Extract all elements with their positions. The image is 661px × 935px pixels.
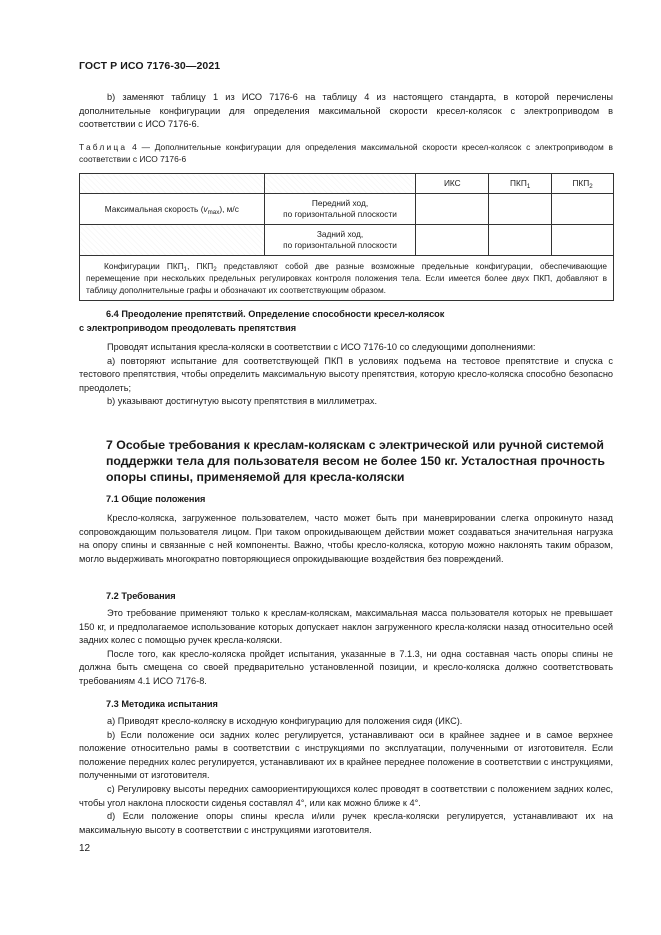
table-cell-reverse-pkp1 [489,225,552,256]
section-7-3-item-a: a) Приводят кресло-коляску в исходную конфигурацию для положения сидя (ИКС). [107,716,463,726]
section-6-4-item-b: b) указывают достигнутую высоту препятствия в миллиметрах. [107,396,378,407]
section-7-2-p2: После того, как кресло-коляска пройдет испытания, указанные в 7.1.3, ни одна составная часть опоры спины не должна быть смещена со своей предварительно установленной позиции, и кресло-коляска должно соответствовать требованиям 4.1 ИСО 7176-8. [79,648,613,686]
table-header-pkp2: $ПКП_2$ [552,174,614,194]
section-7-1-body [79,512,613,566]
table-4 [79,173,614,301]
intro-item-b: b) заменяют таблицу 1 из ИСО 7176-6 на таблицу 4 из настоящего стандарта, в которой перечислены дополнительные конфигурации для определения максимальной скорости кресел-колясок с электроприводом в соответствии с ИСО 7176-6. [79,92,613,130]
section-7-1-p: Кресло-коляска, загруженное пользователем, часто может быть при маневрировании слегка опрокинуто назад сопровождающим пользователя лицом. При таком опрокидывающем действии может создаваться значительная нагрузка на опору спины и связанные с ней компоненты. Важно, чтобы кресло-коляска, которую можно наклонять таким образом, могло выдерживать многократно повторяющиеся опрокидывающие воздействия без повреждений. [79,513,613,564]
table-cell-reverse-pkp2 [552,225,614,256]
table-caption-label: Таблица [79,142,128,152]
section-6-4-item-a: a) повторяют испытание для соответствующей ПКП в условиях подъема на тестовое препятствие и спуска с тестового препятствия, чтобы определить максимальную высоту препятствия, которую кресло-коляска способно безопасно преодолеть; [79,355,613,393]
table-cell-forward-pkp1 [489,194,552,225]
section-7-2-heading: 7.2 Требования [106,591,176,601]
table-note: Конфигурации $ПКП_1$, $ПКП_2$ представляют собой две разные возможные предельные конфигурации, обеспечивающие перемещение при нескольких предельных регулировках контроля положения тела. Если имеется более двух ПКП, добавляют в таблицу дополнительные графы и обозначают их соответствующим образом. [80,256,614,301]
page-number: 12 [79,843,91,854]
table-cell-reverse: Задний ход, по горизонтальной плоскости [264,225,416,256]
table-row-label: Максимальная скорость $(v_{max})$, м/с [80,194,265,225]
table-note-row [80,256,614,301]
table-header-iks: ИКС [416,174,489,194]
table-row-label-empty [80,225,265,256]
table-header-empty-2 [264,174,416,194]
section-6-4-p1: Проводят испытания кресла-коляски в соответствии с ИСО 7176-10 со следующими дополнениями: [107,342,536,352]
section-7-3-body [79,715,613,837]
section-7-2-body [79,607,613,689]
section-7-3-item-b: b) Если положение оси задних колес регулируется, устанавливают оси в крайнее заднее и в самое верхнее положение относительно рамы в соответствии с инструкциями по эксплуатации, полученными от изготовителя. Если положение передних колес регулируется, устанавливают их в крайнее переднее положение в соответствии с инструкциями, полученными от изготовителя. [79,729,613,781]
table-cell-forward: Передний ход, по горизонтальной плоскости [264,194,416,225]
section-6-4-body [79,341,613,409]
table-caption-text: 4 — Дополнительные конфигурации для определения максимальной скорости кресел-колясок с электроприводом в соответствии с ИСО 7176-6 [79,142,613,164]
table-header-pkp1: $ПКП_1$ [489,174,552,194]
standard-header: ГОСТ Р ИСО 7176-30—2021 [79,60,221,72]
section-7-3-heading: 7.3 Методика испытания [106,699,218,709]
section-7-3-item-d: d) Если положение опоры спины кресла и/или ручек кресла-коляски регулируется, устанавливают их на максимальную высоту в соответствии с инструкциями изготовителя. [79,811,613,835]
section-7-heading: 7 Особые требования к креслам-коляскам с электрической или ручной системой поддержки тела для пользователя весом не более 150 кг. Усталостная прочность опоры спины, применяемой для кресла-коляски [106,438,605,484]
table-row-forward [80,194,614,225]
section-7-2-p1: Это требование применяют только к креслам-коляскам, максимальная масса пользователя которых не превышает 150 кг, и предполагаемое использование которых допускает наклон загруженного кресла-коляски назад относительно осей задних колес с помощью ручек кресла-коляски. [79,608,613,646]
intro-block [79,91,613,132]
section-6-4-heading: 6.4 Преодоление препятствий. Определение способности кресел-колясок с электроприводом преодолевать препятствия [79,309,445,333]
table-caption [79,142,613,165]
table-cell-reverse-iks [416,225,489,256]
table-cell-forward-iks [416,194,489,225]
table-row-reverse [80,225,614,256]
table-cell-forward-pkp2 [552,194,614,225]
table-header-empty-1 [80,174,265,194]
section-7-3-item-c: c) Регулировку высоты передних самоориентирующихся колес проводят в соответствии с положением задних колес, чтобы угол наклона плоскости сиденья составлял 4°, или как можно ближе к 4°. [79,783,613,808]
table-header-row [80,174,614,194]
section-7-1-heading: 7.1 Общие положения [106,494,206,504]
